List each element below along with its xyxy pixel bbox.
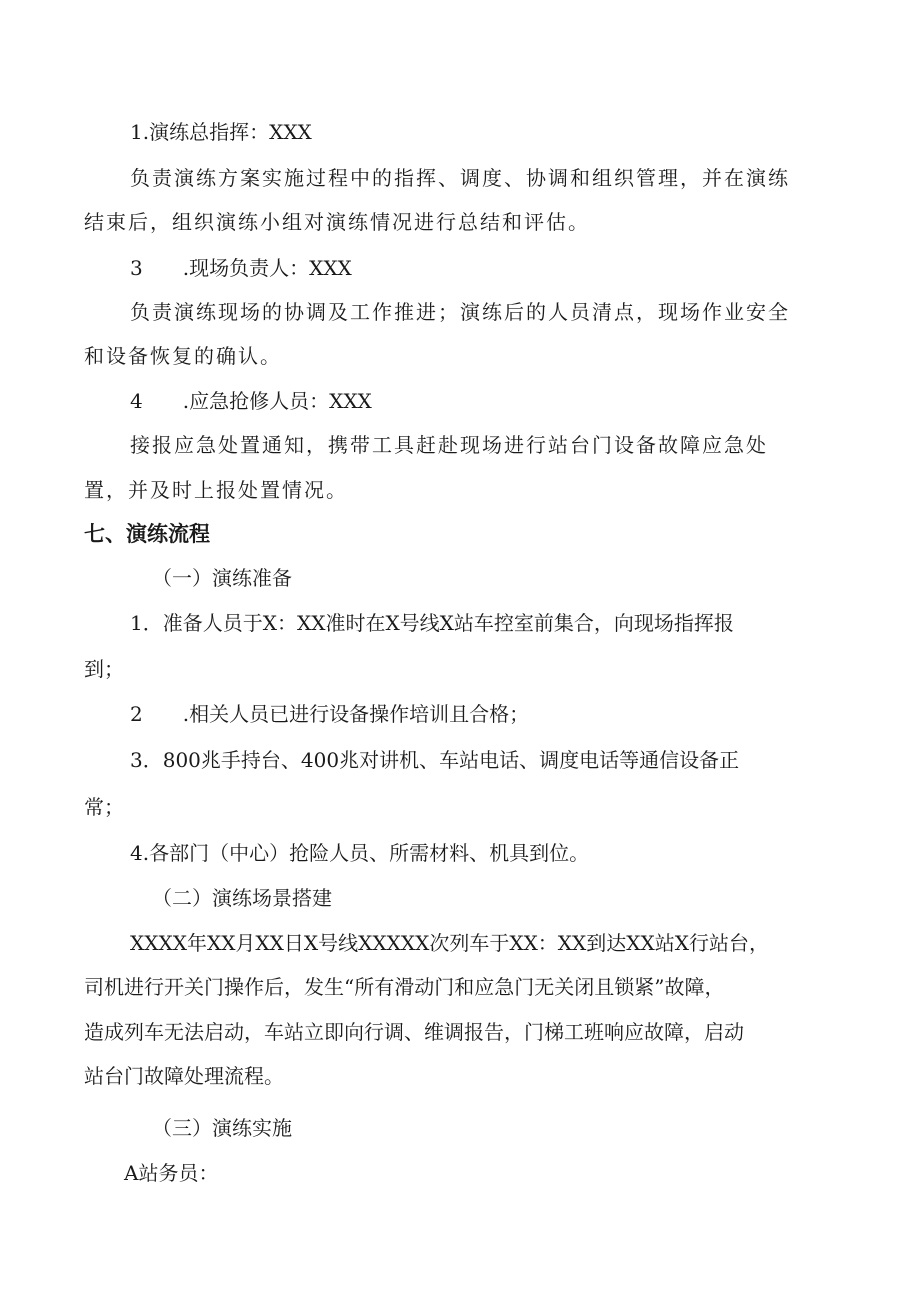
- paragraph-site-leader-duty-line2: 和设备恢复的确认。: [84, 344, 282, 368]
- prep-item-1-line2: 到；: [84, 657, 124, 681]
- prep-item-3-line1: 3．800兆手持台、400兆对讲机、车站电话、调度电话等通信设备正: [130, 748, 740, 772]
- paragraph-commander-duty-line2: 结束后，组织演练小组对演练情况进行总结和评估。: [84, 210, 590, 234]
- prep-item-2: 2 .相关人员已进行设备操作培训且合格；: [130, 702, 530, 726]
- scenario-paragraph-line3: 造成列车无法启动，车站立即向行调、维调报告，门梯工班响应故障，启动: [84, 1020, 744, 1044]
- prep-item-4: 4.各部门（中心）抢险人员、所需材料、机具到位。: [130, 841, 590, 865]
- prep-item-1-line1: 1．准备人员于X：XX准时在X号线X站车控室前集合，向现场指挥报: [130, 611, 734, 635]
- paragraph-commander-duty-line1: 负责演练方案实施过程中的指挥、调度、协调和组织管理，并在演练: [130, 166, 790, 190]
- subheading-drill-implementation: （三）演练实施: [152, 1116, 292, 1140]
- subheading-drill-preparation: （一）演练准备: [152, 566, 292, 590]
- scenario-paragraph-line4: 站台门故障处理流程。: [84, 1064, 284, 1088]
- item-site-leader: 3 .现场负责人：XXX: [130, 256, 352, 280]
- scenario-paragraph-line1: XXXX年XX月XX日X号线XXXXX次列车于XX：XX到达XX站X行站台，: [130, 931, 770, 955]
- section-heading-drill-process: 七、演练流程: [84, 522, 210, 546]
- paragraph-repair-duty-line2: 置，并及时上报处置情况。: [84, 478, 348, 502]
- subheading-scenario-setup: （二）演练场景搭建: [152, 886, 332, 910]
- item-repair-staff: 4 .应急抢修人员：XXX: [130, 389, 372, 413]
- role-station-staff-a: A站务员：: [124, 1161, 219, 1185]
- paragraph-site-leader-duty-line1: 负责演练现场的协调及工作推进；演练后的人员清点，现场作业安全: [130, 300, 790, 324]
- scenario-paragraph-line2: 司机进行开关门操作后，发生“所有滑动门和应急门无关闭且锁紧”故障，: [84, 975, 725, 999]
- prep-item-3-line2: 常；: [84, 795, 124, 819]
- paragraph-repair-duty-line1: 接报应急处置通知，携带工具赶赴现场进行站台门设备故障应急处: [130, 433, 768, 457]
- item-commander: 1.演练总指挥：XXX: [130, 120, 312, 144]
